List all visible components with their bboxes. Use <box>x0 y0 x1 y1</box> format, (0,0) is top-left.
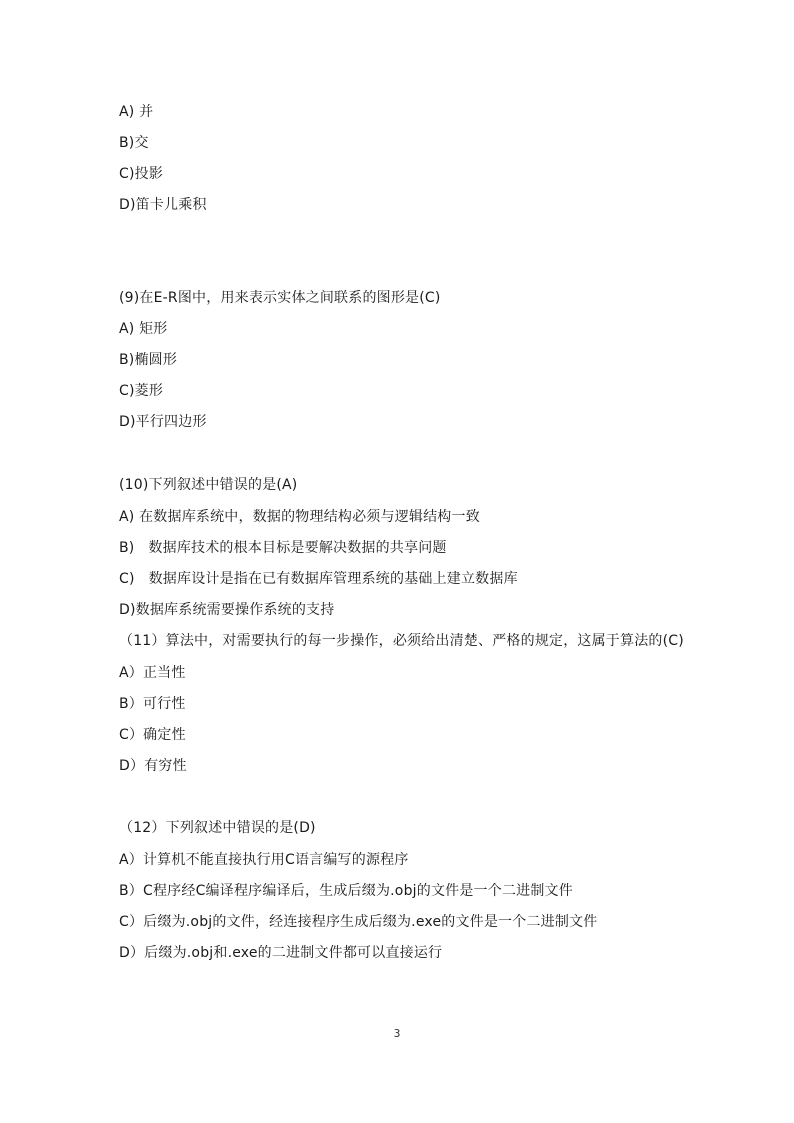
q12-option-c: C）后缀为.obj的文件，经连接程序生成后缀为.exe的文件是一个二进制文件 <box>119 914 598 930</box>
q11-option-b: B）可行性 <box>119 696 186 712</box>
q11-option-a: A）正当性 <box>119 665 186 681</box>
q10-option-a: A) 在数据库系统中，数据的物理结构必须与逻辑结构一致 <box>119 509 480 525</box>
q9-option-a: A) 矩形 <box>119 321 168 337</box>
q9-option-d: D)平行四边形 <box>119 414 207 430</box>
q10-option-c: C) 数据库设计是指在已有数据库管理系统的基础上建立数据库 <box>119 571 518 587</box>
q11-option-c: C）确定性 <box>119 727 186 743</box>
q10-option-d: D)数据库系统需要操作系统的支持 <box>119 602 335 618</box>
q12-option-b: B）C程序经C编译程序编译后，生成后缀为.obj的文件是一个二进制文件 <box>119 883 573 899</box>
q12-option-d: D）后缀为.obj和.exe的二进制文件都可以直接运行 <box>119 945 443 961</box>
prev-option-d: D)笛卡儿乘积 <box>119 197 207 213</box>
prev-option-a: A) 并 <box>119 104 154 120</box>
q11-option-d: D）有穷性 <box>119 758 187 774</box>
question-9: (9)在E-R图中，用来表示实体之间联系的图形是(C) <box>119 290 441 306</box>
q12-option-a: A）计算机不能直接执行用C语言编写的源程序 <box>119 852 409 868</box>
page-number: 3 <box>393 1027 401 1040</box>
prev-option-b: B)交 <box>119 135 149 151</box>
q10-option-b: B) 数据库技术的根本目标是要解决数据的共享问题 <box>119 540 447 556</box>
question-11: （11）算法中，对需要执行的每一步操作，必须给出清楚、严格的规定，这属于算法的(C) <box>119 633 684 649</box>
q9-option-b: B)椭圆形 <box>119 352 178 368</box>
prev-option-c: C)投影 <box>119 166 164 182</box>
q9-option-c: C)菱形 <box>119 383 164 399</box>
question-10: (10)下列叙述中错误的是(A) <box>119 477 298 493</box>
question-12: （12）下列叙述中错误的是(D) <box>119 820 316 836</box>
